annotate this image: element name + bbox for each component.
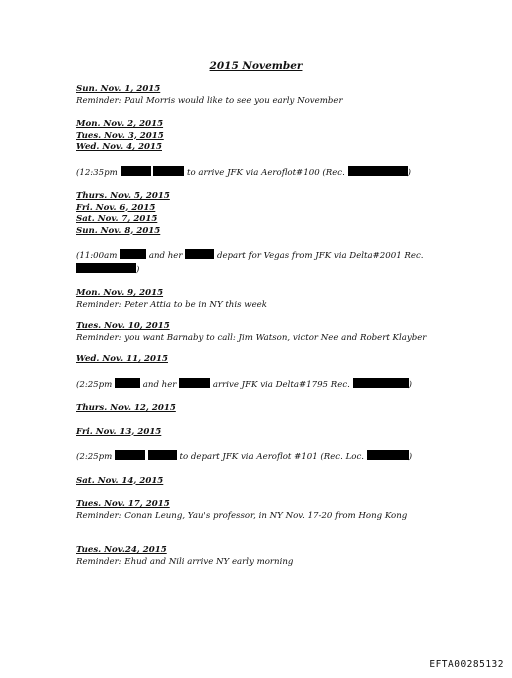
flight-entry — [76, 166, 476, 180]
redaction-block — [179, 378, 210, 388]
redaction-block — [148, 450, 177, 460]
entry-date: Thurs. Nov. 5, 2015 — [76, 191, 170, 201]
entry-text: Reminder: Peter Attia to be in NY this week — [76, 299, 267, 310]
entry-text: Reminder: Conan Leung, Yau's professor, in NY Nov. 17-20 from Hong Kong — [76, 510, 408, 521]
entry-date: Sun. Nov. 8, 2015 — [76, 225, 161, 236]
entry-text: to depart JFK via Aeroflot #101 (Rec. Loc. — [179, 452, 365, 462]
entry-date: Wed. Nov. 4, 2015 — [76, 142, 162, 152]
entry-text: to arrive JFK via Aeroflot#100 (Rec. — [186, 167, 345, 178]
entry-date: Fri. Nov. 13, 2015 — [76, 426, 162, 437]
entry-text: (11:00am — [76, 251, 118, 261]
redaction-block — [76, 263, 136, 273]
redaction-block — [185, 249, 214, 259]
entry-date: Wed. Nov. 11, 2015 — [76, 354, 168, 364]
entry-text: depart for Vegas from JFK via Delta#2001 Rec. — [216, 251, 424, 261]
entry-text: Reminder: you want Barnaby to call: Jim Watson, victor Nee and Robert Klayber — [76, 332, 427, 343]
entry-text: ) — [136, 264, 140, 275]
redaction-block — [367, 450, 409, 460]
redaction-block — [115, 378, 140, 388]
entry-date: Sat. Nov. 14, 2015 — [76, 475, 164, 486]
entry-date: Mon. Nov. 2, 2015 — [76, 119, 164, 129]
entry-text: ) — [407, 167, 411, 178]
page-title: 2015 November — [209, 60, 303, 72]
entry-date: Mon. Nov. 9, 2015 — [76, 288, 164, 298]
entry-text: (2:25pm — [76, 452, 113, 462]
entry-text: and her — [148, 251, 183, 261]
entry-text: ) — [408, 379, 412, 390]
entry-date: Sun. Nov. 1, 2015 — [76, 84, 161, 94]
entry-date: Tues. Nov. 17, 2015 — [76, 499, 170, 509]
entry-date: Tues. Nov. 10, 2015 — [76, 321, 170, 331]
entry-text: (2:25pm — [76, 379, 113, 390]
redaction-block — [353, 378, 409, 388]
flight-entry-cont — [76, 263, 476, 277]
flight-entry — [76, 378, 476, 392]
redaction-block — [115, 450, 145, 460]
redaction-block — [120, 249, 146, 259]
document-id: EFTA00285132 — [429, 659, 504, 670]
entry-date: Tues. Nov. 3, 2015 — [76, 130, 164, 141]
entry-text: (12:35pm — [76, 167, 118, 178]
redaction-block — [153, 166, 184, 176]
redaction-block — [121, 166, 151, 176]
entry-text: arrive JFK via Delta#1795 Rec. — [212, 379, 350, 390]
entry-text: ) — [408, 452, 413, 462]
entry-date: Thurs. Nov. 12, 2015 — [76, 403, 176, 413]
entry-text: Reminder: Ehud and Nili arrive NY early morning — [76, 556, 294, 567]
entry-text: and her — [142, 379, 177, 390]
flight-entry — [76, 450, 476, 464]
calendar-entries — [76, 84, 476, 568]
entry-date: Sat. Nov. 7, 2015 — [76, 214, 158, 224]
entry-date: Tues. Nov.24, 2015 — [76, 545, 167, 555]
entry-date: Fri. Nov. 6, 2015 — [76, 202, 156, 213]
flight-entry — [76, 249, 476, 263]
entry-text: Reminder: Paul Morris would like to see you early November — [76, 95, 343, 106]
redaction-block — [348, 166, 408, 176]
